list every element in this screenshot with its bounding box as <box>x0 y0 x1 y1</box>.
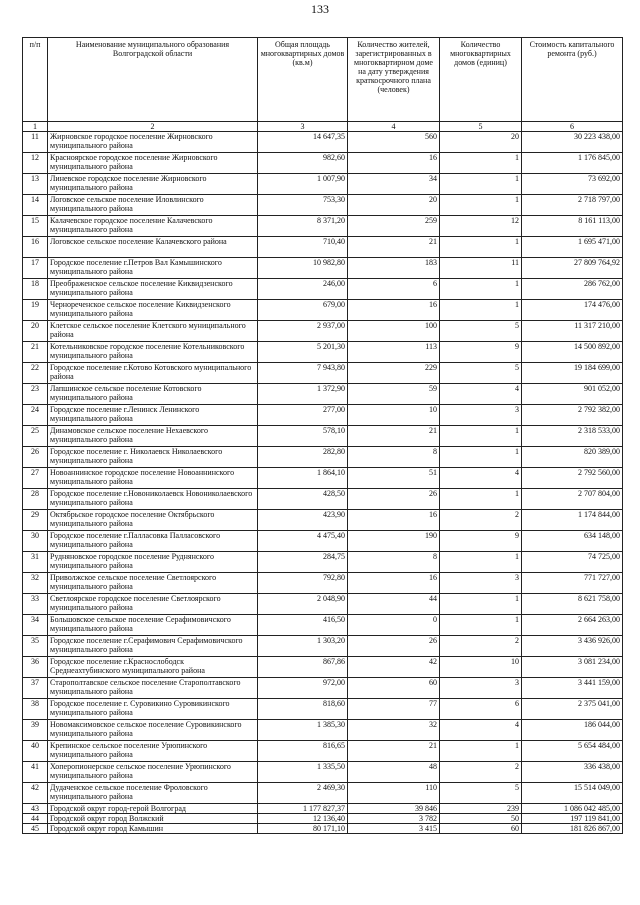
repair-cost: 2 318 533,00 <box>522 426 623 447</box>
houses-count: 3 <box>440 573 522 594</box>
table-row <box>23 678 623 699</box>
municipality-name: Городское поселение г.Петров Вал Камышинского муниципального района <box>48 258 258 279</box>
residents-count: 44 <box>348 594 440 615</box>
municipality-name: Городское поселение г. Николаевск Николаевского муниципального района <box>48 447 258 468</box>
total-area: 753,30 <box>258 195 348 216</box>
table-row <box>23 174 623 195</box>
row-index: 35 <box>23 636 48 657</box>
municipality-name: Жирновское городское поселение Жирновского муниципального района <box>48 132 258 153</box>
total-area: 818,60 <box>258 699 348 720</box>
houses-count: 6 <box>440 699 522 720</box>
row-index: 44 <box>23 814 48 824</box>
repair-cost: 14 500 892,00 <box>522 342 623 363</box>
repair-cost: 2 792 382,00 <box>522 405 623 426</box>
table-row <box>23 132 623 153</box>
total-area: 10 982,80 <box>258 258 348 279</box>
total-area: 1 303,20 <box>258 636 348 657</box>
table-row <box>23 426 623 447</box>
row-index: 38 <box>23 699 48 720</box>
total-area: 246,00 <box>258 279 348 300</box>
houses-count: 3 <box>440 405 522 426</box>
row-index: 18 <box>23 279 48 300</box>
residents-count: 32 <box>348 720 440 741</box>
table-row <box>23 699 623 720</box>
houses-count: 1 <box>440 615 522 636</box>
municipality-name: Логовское сельское поселение Иловлинского муниципального района <box>48 195 258 216</box>
repair-cost: 8 621 758,00 <box>522 594 623 615</box>
municipality-name: Светлоярское городское поселение Светлоярского муниципального района <box>48 594 258 615</box>
municipality-name: Городское поселение г.Палласовка Палласовского муниципального района <box>48 531 258 552</box>
municipality-name: Клетское сельское поселение Клетского муниципального района <box>48 321 258 342</box>
houses-count: 2 <box>440 510 522 531</box>
residents-count: 110 <box>348 783 440 804</box>
table-row <box>23 321 623 342</box>
column-number-row <box>23 122 623 132</box>
houses-count: 1 <box>440 552 522 573</box>
residents-count: 16 <box>348 510 440 531</box>
repair-cost: 634 148,00 <box>522 531 623 552</box>
municipality-name: Динамовское сельское поселение Нехаевского муниципального района <box>48 426 258 447</box>
row-index: 21 <box>23 342 48 363</box>
table-row <box>23 657 623 678</box>
residents-count: 100 <box>348 321 440 342</box>
table-row <box>23 195 623 216</box>
total-area: 14 647,35 <box>258 132 348 153</box>
repair-cost: 1 176 845,00 <box>522 153 623 174</box>
municipality-name: Октябрьское городское поселение Октябрьского муниципального района <box>48 510 258 531</box>
row-index: 39 <box>23 720 48 741</box>
repair-cost: 3 081 234,00 <box>522 657 623 678</box>
repair-cost: 286 762,00 <box>522 279 623 300</box>
municipality-name: Красноярское городское поселение Жирновского муниципального района <box>48 153 258 174</box>
total-area: 982,60 <box>258 153 348 174</box>
table-row <box>23 636 623 657</box>
municipality-name: Линевское городское поселение Жирновского муниципального района <box>48 174 258 195</box>
table-row <box>23 824 623 834</box>
residents-count: 3 415 <box>348 824 440 834</box>
total-area: 2 937,00 <box>258 321 348 342</box>
total-area: 7 943,80 <box>258 363 348 384</box>
total-area: 1 177 827,37 <box>258 804 348 814</box>
municipality-name: Лапшинское сельское поселение Котовского муниципального района <box>48 384 258 405</box>
houses-count: 1 <box>440 174 522 195</box>
repair-cost: 3 441 159,00 <box>522 678 623 699</box>
total-area: 2 469,30 <box>258 783 348 804</box>
table-row <box>23 552 623 573</box>
repair-cost: 901 052,00 <box>522 384 623 405</box>
table-row <box>23 615 623 636</box>
header-residents: Количество жителей, зарегистрированных в многоквартирном доме на дату утверждения краткосрочного плана (человек) <box>348 38 440 122</box>
column-number: 1 <box>23 122 48 132</box>
residents-count: 16 <box>348 300 440 321</box>
residents-count: 20 <box>348 195 440 216</box>
table-row <box>23 468 623 489</box>
municipality-name: Большовское сельское поселение Серафимовичского муниципального района <box>48 615 258 636</box>
repair-cost: 1 174 844,00 <box>522 510 623 531</box>
table-row <box>23 279 623 300</box>
table-row <box>23 363 623 384</box>
row-index: 41 <box>23 762 48 783</box>
total-area: 1 007,90 <box>258 174 348 195</box>
row-index: 27 <box>23 468 48 489</box>
table-row <box>23 762 623 783</box>
houses-count: 4 <box>440 384 522 405</box>
table-row <box>23 720 623 741</box>
total-area: 792,80 <box>258 573 348 594</box>
column-number: 6 <box>522 122 623 132</box>
row-index: 40 <box>23 741 48 762</box>
table-row <box>23 447 623 468</box>
table-row <box>23 783 623 804</box>
municipality-name: Калачевское городское поселение Калачевского муниципального района <box>48 216 258 237</box>
row-index: 26 <box>23 447 48 468</box>
row-index: 33 <box>23 594 48 615</box>
municipality-name: Чернореченское сельское поселение Киквидзенского муниципального района <box>48 300 258 321</box>
row-index: 13 <box>23 174 48 195</box>
houses-count: 3 <box>440 678 522 699</box>
residents-count: 77 <box>348 699 440 720</box>
row-index: 45 <box>23 824 48 834</box>
table-row <box>23 531 623 552</box>
repair-plan-table <box>22 37 623 834</box>
repair-cost: 1 695 471,00 <box>522 237 623 258</box>
total-area: 12 136,40 <box>258 814 348 824</box>
houses-count: 1 <box>440 279 522 300</box>
total-area: 578,10 <box>258 426 348 447</box>
repair-cost: 15 514 049,00 <box>522 783 623 804</box>
total-area: 80 171,10 <box>258 824 348 834</box>
residents-count: 16 <box>348 153 440 174</box>
table-row <box>23 342 623 363</box>
row-index: 32 <box>23 573 48 594</box>
table-row <box>23 258 623 279</box>
houses-count: 5 <box>440 321 522 342</box>
municipality-name: Городское поселение г.Новониколаевск Новониколаевского муниципального района <box>48 489 258 510</box>
residents-count: 34 <box>348 174 440 195</box>
repair-cost: 30 223 438,00 <box>522 132 623 153</box>
residents-count: 42 <box>348 657 440 678</box>
total-area: 710,40 <box>258 237 348 258</box>
houses-count: 10 <box>440 657 522 678</box>
row-index: 42 <box>23 783 48 804</box>
houses-count: 4 <box>440 720 522 741</box>
houses-count: 4 <box>440 468 522 489</box>
column-number: 2 <box>48 122 258 132</box>
residents-count: 113 <box>348 342 440 363</box>
residents-count: 59 <box>348 384 440 405</box>
total-area: 8 371,20 <box>258 216 348 237</box>
table-row <box>23 153 623 174</box>
residents-count: 560 <box>348 132 440 153</box>
row-index: 23 <box>23 384 48 405</box>
total-area: 284,75 <box>258 552 348 573</box>
table-row <box>23 814 623 824</box>
residents-count: 190 <box>348 531 440 552</box>
row-index: 14 <box>23 195 48 216</box>
row-index: 31 <box>23 552 48 573</box>
row-index: 19 <box>23 300 48 321</box>
houses-count: 1 <box>440 195 522 216</box>
repair-cost: 2 664 263,00 <box>522 615 623 636</box>
total-area: 816,65 <box>258 741 348 762</box>
residents-count: 229 <box>348 363 440 384</box>
table-row <box>23 489 623 510</box>
houses-count: 9 <box>440 342 522 363</box>
repair-cost: 2 375 041,00 <box>522 699 623 720</box>
houses-count: 1 <box>440 426 522 447</box>
houses-count: 12 <box>440 216 522 237</box>
total-area: 5 201,30 <box>258 342 348 363</box>
municipality-name: Приволжское сельское поселение Светлоярского муниципального района <box>48 573 258 594</box>
row-index: 11 <box>23 132 48 153</box>
residents-count: 26 <box>348 489 440 510</box>
header-area: Общая площадь многоквартирных домов (кв.м) <box>258 38 348 122</box>
houses-count: 1 <box>440 489 522 510</box>
houses-count: 1 <box>440 300 522 321</box>
municipality-name: Городской округ город Камышин <box>48 824 258 834</box>
residents-count: 6 <box>348 279 440 300</box>
municipality-name: Крепинское сельское поселение Урюпинского муниципального района <box>48 741 258 762</box>
houses-count: 1 <box>440 153 522 174</box>
row-index: 30 <box>23 531 48 552</box>
row-index: 16 <box>23 237 48 258</box>
total-area: 679,00 <box>258 300 348 321</box>
table-row <box>23 741 623 762</box>
repair-cost: 2 792 560,00 <box>522 468 623 489</box>
total-area: 1 372,90 <box>258 384 348 405</box>
houses-count: 2 <box>440 762 522 783</box>
row-index: 15 <box>23 216 48 237</box>
repair-cost: 2 707 804,00 <box>522 489 623 510</box>
residents-count: 48 <box>348 762 440 783</box>
total-area: 423,90 <box>258 510 348 531</box>
table-row <box>23 384 623 405</box>
repair-cost: 5 654 484,00 <box>522 741 623 762</box>
table-body <box>23 132 623 834</box>
houses-count: 60 <box>440 824 522 834</box>
residents-count: 16 <box>348 573 440 594</box>
municipality-name: Городской округ город-герой Волгоград <box>48 804 258 814</box>
table-row <box>23 573 623 594</box>
repair-cost: 27 809 764,92 <box>522 258 623 279</box>
header-row <box>23 38 623 122</box>
residents-count: 21 <box>348 426 440 447</box>
table-row <box>23 804 623 814</box>
municipality-name: Городское поселение г.Котово Котовского муниципального района <box>48 363 258 384</box>
municipality-name: Котельниковское городское поселение Котельниковского муниципального района <box>48 342 258 363</box>
column-number: 3 <box>258 122 348 132</box>
residents-count: 8 <box>348 552 440 573</box>
residents-count: 21 <box>348 741 440 762</box>
houses-count: 5 <box>440 783 522 804</box>
row-index: 20 <box>23 321 48 342</box>
table-row <box>23 216 623 237</box>
table-row <box>23 510 623 531</box>
municipality-name: Городское поселение г. Суровикино Суровикинского муниципального района <box>48 699 258 720</box>
residents-count: 183 <box>348 258 440 279</box>
header-index: п/п <box>23 38 48 122</box>
row-index: 34 <box>23 615 48 636</box>
houses-count: 1 <box>440 447 522 468</box>
houses-count: 1 <box>440 594 522 615</box>
municipality-name: Преображенское сельское поселение Киквидзенского муниципального района <box>48 279 258 300</box>
total-area: 867,86 <box>258 657 348 678</box>
repair-cost: 3 436 926,00 <box>522 636 623 657</box>
municipality-name: Городской округ город Волжский <box>48 814 258 824</box>
row-index: 43 <box>23 804 48 814</box>
repair-cost: 2 718 797,00 <box>522 195 623 216</box>
houses-count: 5 <box>440 363 522 384</box>
row-index: 36 <box>23 657 48 678</box>
column-number: 4 <box>348 122 440 132</box>
residents-count: 8 <box>348 447 440 468</box>
houses-count: 50 <box>440 814 522 824</box>
header-houses: Количество многоквартирных домов (единиц) <box>440 38 522 122</box>
repair-cost: 73 692,00 <box>522 174 623 195</box>
repair-cost: 771 727,00 <box>522 573 623 594</box>
municipality-name: Городское поселение г.Краснослободск Среднеахтубинского муниципального района <box>48 657 258 678</box>
page-number: 133 <box>311 2 329 16</box>
row-index: 22 <box>23 363 48 384</box>
municipality-name: Хоперопионерское сельское поселение Урюпинского муниципального района <box>48 762 258 783</box>
residents-count: 0 <box>348 615 440 636</box>
header-cost: Стоимость капитального ремонта (руб.) <box>522 38 623 122</box>
total-area: 428,50 <box>258 489 348 510</box>
residents-count: 51 <box>348 468 440 489</box>
total-area: 1 864,10 <box>258 468 348 489</box>
repair-cost: 8 161 113,00 <box>522 216 623 237</box>
row-index: 12 <box>23 153 48 174</box>
total-area: 2 048,90 <box>258 594 348 615</box>
repair-cost: 336 438,00 <box>522 762 623 783</box>
repair-cost: 181 826 867,00 <box>522 824 623 834</box>
total-area: 1 335,50 <box>258 762 348 783</box>
row-index: 37 <box>23 678 48 699</box>
houses-count: 9 <box>440 531 522 552</box>
houses-count: 2 <box>440 636 522 657</box>
row-index: 28 <box>23 489 48 510</box>
municipality-name: Новомаксимовское сельское поселение Суровикинского муниципального района <box>48 720 258 741</box>
houses-count: 20 <box>440 132 522 153</box>
residents-count: 26 <box>348 636 440 657</box>
total-area: 1 385,30 <box>258 720 348 741</box>
houses-count: 239 <box>440 804 522 814</box>
header-municipality: Наименование муниципального образования Волгоградской области <box>48 38 258 122</box>
total-area: 4 475,40 <box>258 531 348 552</box>
repair-cost: 820 389,00 <box>522 447 623 468</box>
residents-count: 21 <box>348 237 440 258</box>
repair-cost: 174 476,00 <box>522 300 623 321</box>
total-area: 416,50 <box>258 615 348 636</box>
municipality-name: Новоаннинское городское поселение Новоаннинского муниципального района <box>48 468 258 489</box>
municipality-name: Логовское сельское поселение Калачевского района <box>48 237 258 258</box>
municipality-name: Рудняновское городское поселение Руднянского муниципального района <box>48 552 258 573</box>
residents-count: 39 846 <box>348 804 440 814</box>
table-row <box>23 300 623 321</box>
repair-cost: 197 119 841,00 <box>522 814 623 824</box>
municipality-name: Старополтавское сельское поселение Старополтавского муниципального района <box>48 678 258 699</box>
table-row <box>23 405 623 426</box>
row-index: 24 <box>23 405 48 426</box>
municipality-name: Городское поселение г.Ленинск Ленинского муниципального района <box>48 405 258 426</box>
total-area: 277,00 <box>258 405 348 426</box>
table-row <box>23 237 623 258</box>
residents-count: 3 782 <box>348 814 440 824</box>
table-row <box>23 594 623 615</box>
residents-count: 60 <box>348 678 440 699</box>
residents-count: 10 <box>348 405 440 426</box>
houses-count: 11 <box>440 258 522 279</box>
row-index: 29 <box>23 510 48 531</box>
repair-cost: 1 086 042 485,00 <box>522 804 623 814</box>
repair-cost: 186 044,00 <box>522 720 623 741</box>
row-index: 25 <box>23 426 48 447</box>
municipality-name: Дудаченское сельское поселение Фроловского муниципального района <box>48 783 258 804</box>
municipality-name: Городское поселение г.Серафимович Серафимовичского муниципального района <box>48 636 258 657</box>
repair-cost: 11 317 210,00 <box>522 321 623 342</box>
repair-cost: 19 184 699,00 <box>522 363 623 384</box>
column-number: 5 <box>440 122 522 132</box>
total-area: 972,00 <box>258 678 348 699</box>
houses-count: 1 <box>440 741 522 762</box>
repair-cost: 74 725,00 <box>522 552 623 573</box>
residents-count: 259 <box>348 216 440 237</box>
total-area: 282,80 <box>258 447 348 468</box>
row-index: 17 <box>23 258 48 279</box>
houses-count: 1 <box>440 237 522 258</box>
